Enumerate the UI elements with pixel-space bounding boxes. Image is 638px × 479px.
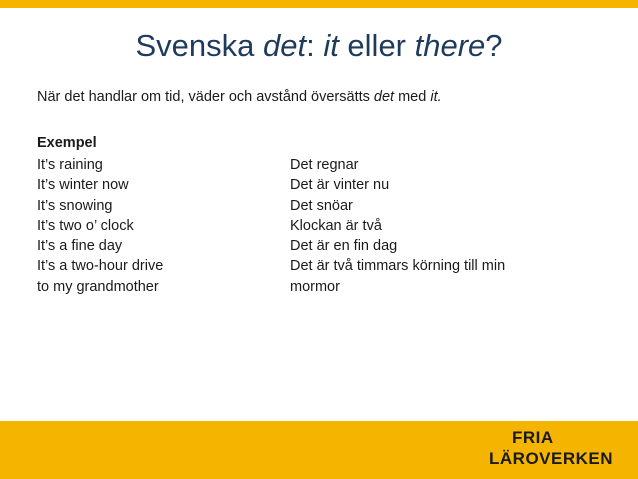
logo-line-1: FRIA	[512, 428, 554, 447]
example-heading: Exempel	[37, 135, 97, 151]
swedish-examples-list	[290, 155, 505, 297]
intro-text: När det handlar om tid, väder och avstånd översätts det med it.	[37, 89, 442, 105]
english-example: It’s a two-hour drive	[37, 258, 164, 275]
logo-line-2: LÄROVERKEN	[489, 449, 614, 468]
swedish-example: Det är en fin dag	[290, 238, 398, 255]
slide-title: Svenska det: it eller there?	[135, 28, 503, 63]
english-example: It’s raining	[37, 157, 103, 173]
english-example: It’s winter now	[37, 177, 129, 194]
swedish-example: Det är två timmars körning till min	[290, 258, 506, 275]
swedish-example: Det är vinter nu	[290, 177, 390, 194]
english-example: to my grandmother	[37, 278, 159, 295]
english-examples-list	[37, 155, 163, 297]
top-accent-bar	[0, 0, 638, 8]
swedish-example: Klockan är två	[290, 217, 382, 234]
swedish-example: mormor	[290, 278, 340, 295]
fria-laroverken-logo	[489, 427, 619, 473]
english-example: It’s snowing	[37, 197, 113, 214]
english-example: It’s two o’ clock	[37, 217, 134, 234]
swedish-example: Det snöar	[290, 197, 353, 214]
english-example: It’s a fine day	[37, 238, 123, 255]
swedish-example: Det regnar	[290, 157, 359, 173]
